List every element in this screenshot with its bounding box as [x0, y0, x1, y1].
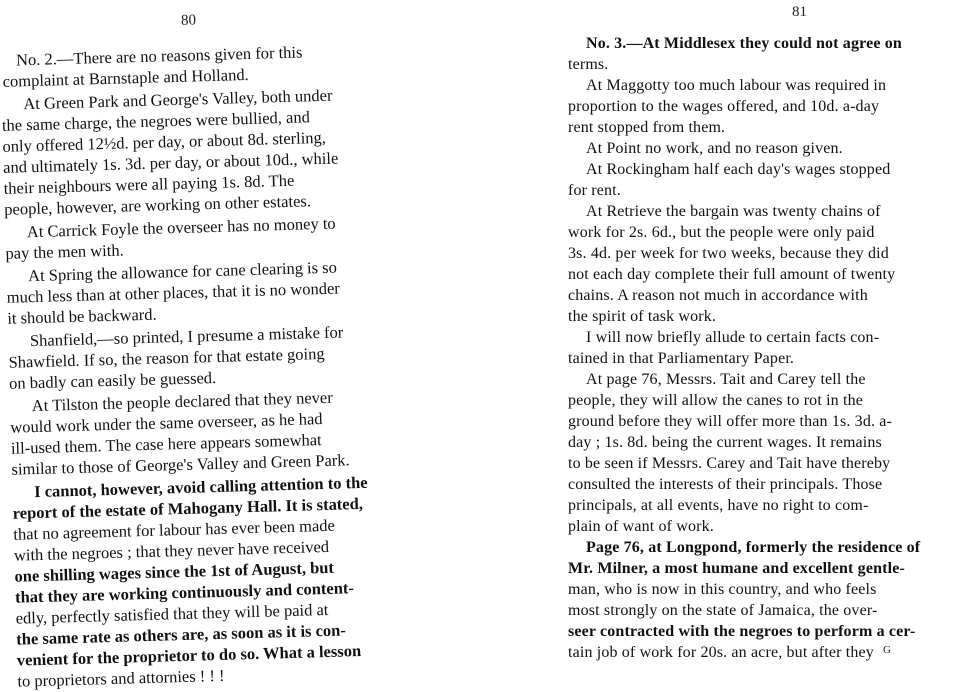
right-line: principals, at all events, have no right to com-: [568, 497, 869, 514]
left-line: and ultimately 1s. 3d. per day, or about 10d., while: [2, 148, 339, 177]
signature-mark: G: [883, 644, 891, 656]
right-line: chains. A reason not much in accordance with: [568, 287, 868, 304]
right-line: tained in that Parliamentary Paper.: [568, 350, 795, 367]
left-line: At Carrick Foyle the overseer has no money to: [26, 213, 336, 242]
left-line: No. 2.—There are no reasons given for this: [15, 42, 303, 70]
left-line: their neighbours were all paying 1s. 8d. The: [3, 170, 295, 198]
left-line: to proprietors and attornies ! ! !: [17, 665, 225, 691]
right-line: At Rockingham half each day's wages stopped: [586, 161, 891, 178]
right-line: most strongly on the state of Jamaica, the over-: [568, 602, 878, 619]
left-line: that they are working continuously and content-: [14, 578, 355, 607]
left-line: edly, perfectly satisfied that they will be paid at: [15, 599, 329, 628]
left-line: I cannot, however, avoid calling attention to the: [33, 472, 368, 502]
left-line: At Spring the allowance for cane clearing is so: [27, 257, 338, 286]
right-line: Mr. Milner, a most humane and excellent gentle-: [568, 560, 905, 577]
right-line: seer contracted with the negroes to perform a cer-: [568, 623, 916, 640]
left-line: it should be backward.: [7, 304, 157, 328]
right-line: work for 2s. 6d., but the people were only paid: [568, 224, 875, 241]
right-line: At Point no work, and no reason given.: [586, 140, 843, 157]
right-line: tain job of work for 20s. an acre, but after they: [568, 644, 874, 661]
right-line: terms.: [568, 56, 609, 73]
left-page: [0, 0, 439, 691]
left-line: the same charge, the negroes were bullied, and: [1, 107, 311, 135]
right-line: consulted the interests of their principals. Those: [568, 476, 883, 493]
right-line: proportion to the wages offered, and 10d. a-day: [568, 98, 880, 115]
right-line: the spirit of task work.: [568, 308, 717, 325]
right-page: [560, 0, 978, 671]
right-line: rent stopped from them.: [568, 119, 726, 136]
left-page-number: 80: [180, 12, 197, 29]
left-line: that no agreement for labour has ever been made: [13, 515, 336, 544]
right-line: At page 76, Messrs. Tait and Carey tell the: [586, 371, 866, 388]
left-line: one shilling wages since the 1st of August, but: [14, 557, 335, 586]
right-line: ground before they will offer more than 1s. 3d. a-: [568, 413, 892, 430]
right-line: At Maggotty too much labour was required in: [586, 77, 887, 94]
right-line: plain of want of work.: [568, 518, 714, 535]
left-line: Shanfield,—so printed, I presume a mistake for: [29, 322, 344, 351]
right-line: I will now briefly allude to certain facts con-: [586, 329, 880, 346]
left-line: report of the estate of Mahogany Hall. It is stated,: [12, 493, 364, 523]
left-line: Shawfield. If so, the reason for that estate going: [8, 343, 325, 372]
left-line: on badly can easily be guessed.: [8, 367, 217, 393]
right-line: people, they will allow the canes to rot in the: [568, 392, 863, 409]
left-line: would work under the same overseer, as he had: [10, 409, 323, 437]
left-line: venient for the proprietor to do so. What a lesson: [16, 641, 362, 670]
left-line: the same rate as others are, as soon as it is con-: [16, 620, 347, 649]
left-line: people, however, are working on other estates.: [4, 191, 312, 219]
left-line: complaint at Barnstaple and Holland.: [2, 64, 249, 91]
right-line: man, who is now in this country, and who feels: [568, 581, 877, 598]
left-line: only offered 12½d. per day, or about 8d. sterling,: [2, 127, 327, 156]
right-line: for rent.: [568, 182, 621, 199]
right-line: Page 76, at Longpond, formerly the residence of: [586, 539, 921, 556]
left-line: At Green Park and George's Valley, both under: [23, 85, 333, 114]
right-line: not each day complete their full amount of twenty: [568, 266, 896, 283]
left-line: with the negroes ; that they never have received: [13, 536, 330, 565]
left-line: pay the men with.: [5, 240, 124, 263]
right-page-number: 81: [792, 4, 807, 20]
right-line: to be seen if Messrs. Carey and Tait have thereby: [568, 455, 891, 472]
right-line: 3s. 4d. per week for two weeks, because they did: [568, 245, 889, 262]
left-line: similar to those of George's Valley and Green Park.: [11, 450, 350, 479]
left-line: At Tilston the people declared that they never: [31, 387, 333, 416]
right-line: day ; 1s. 8d. being the current wages. It remains: [568, 434, 882, 451]
right-line: At Retrieve the bargain was twenty chains of: [586, 203, 881, 220]
left-line: much less than at other places, that it is no wonder: [6, 278, 341, 307]
right-line: No. 3.—At Middlesex they could not agree on: [586, 35, 902, 52]
left-line: ill-used them. The case here appears somewhat: [10, 430, 322, 458]
